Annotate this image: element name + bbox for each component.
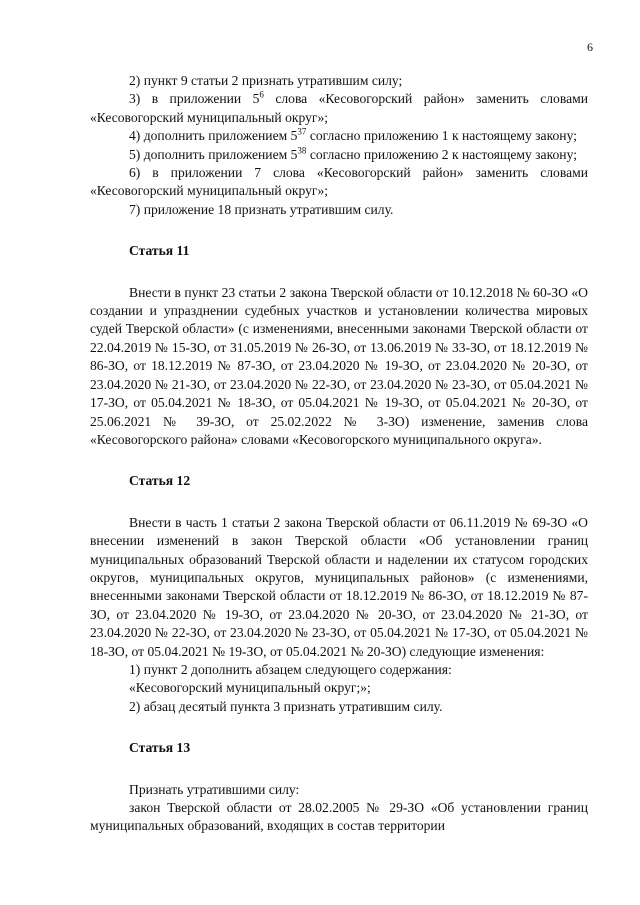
list-item: 2) пункт 9 статьи 2 признать утратившим силу; xyxy=(129,73,403,88)
list-item: 5) дополнить приложением $5^{38}$ согласно приложению 2 к настоящему закону; xyxy=(129,145,577,162)
list-item: 6) в приложении 7 слова «Кесовогорский район» заменить словами «Кесовогорский муниципальный округ»; xyxy=(90,165,588,199)
article-13-intro: Признать утратившими силу: xyxy=(129,781,300,797)
article-13-text: закон Тверской области от 28.02.2005 № 29-ЗО «Об установлении границ муниципальных образований, входящих в состав территории xyxy=(90,800,588,834)
list-item: 7) приложение 18 признать утратившим силу. xyxy=(129,201,394,217)
article-11-text: Внести в пункт 23 статьи 2 закона Тверской области от 10.12.2018 № 60-ЗО «О создании и упразднении судебных участков и установлении количества мировых судей Тверской области» (с изменениями, внесенными законами Тверской области от 22.04.2019 № 15-ЗО, от 31.05.2019 № 26-ЗО, от 13.06.2019 № 33-ЗО, от 18.12.2019 № 86-ЗО, от 18.12.2019 № 87-ЗО, от 23.04.2020 № 19-ЗО, от 23.04.2020 № 20-ЗО, от 23.04.2020 № 21-ЗО, от 23.04.2020 № 22-ЗО, от 23.04.2020 № 23-ЗО, от 05.04.2021 № 17-ЗО, от 05.04.2021 № 18-ЗО, от 05.04.2021 № 19-ЗО, от 05.04.2021 № 20-ЗО, от 25.06.2021 № 39-ЗО, от 25.02.2022 № 3-ЗО) изменение, заменив слова «Кесовогорского района» словами «Кесовогорского муниципального округа». xyxy=(90,284,588,447)
list-item: «Кесовогорский муниципальный округ;»; xyxy=(129,680,371,696)
page-number: 6 xyxy=(587,40,593,54)
list-item: 3) в приложении $5^6$ слова «Кесовогорский район» заменить словами «Кесовогорский муниципальный округ»; xyxy=(90,89,588,125)
article-12-text: Внести в часть 1 статьи 2 закона Тверской области от 06.11.2019 № 69-ЗО «О внесении изменений в закон Тверской области «Об установлении границ муниципальных образований Тверской области и наделении их статусом городских округов, муниципальных округов, муниципальных районов» (с изменениями, внесенными законами Тверской области от 18.12.2019 № 86-ЗО, от 18.12.2019 № 87-ЗО, от 23.04.2020 № 19-ЗО, от 23.04.2020 № 20-ЗО, от 23.04.2020 № 21-ЗО, от 23.04.2020 № 22-ЗО, от 23.04.2020 № 23-ЗО, от 05.04.2021 № 17-ЗО, от 05.04.2021 № 18-ЗО, от 05.04.2021 № 19-ЗО, от 05.04.2021 № 20-ЗО) следующие изменения: xyxy=(90,514,588,659)
list-item: 2) абзац десятый пункта 3 признать утратившим силу. xyxy=(129,698,443,714)
article-12-heading: Статья 12 xyxy=(129,473,191,489)
article-11-heading: Статья 11 xyxy=(129,243,190,259)
article-13-heading: Статья 13 xyxy=(129,740,191,756)
document-body xyxy=(90,72,588,836)
list-item: 1) пункт 2 дополнить абзацем следующего содержания: xyxy=(129,661,452,677)
amendment-list xyxy=(90,72,588,219)
list-item: 4) дополнить приложением $5^{37}$ согласно приложению 1 к настоящему закону; xyxy=(129,126,577,144)
